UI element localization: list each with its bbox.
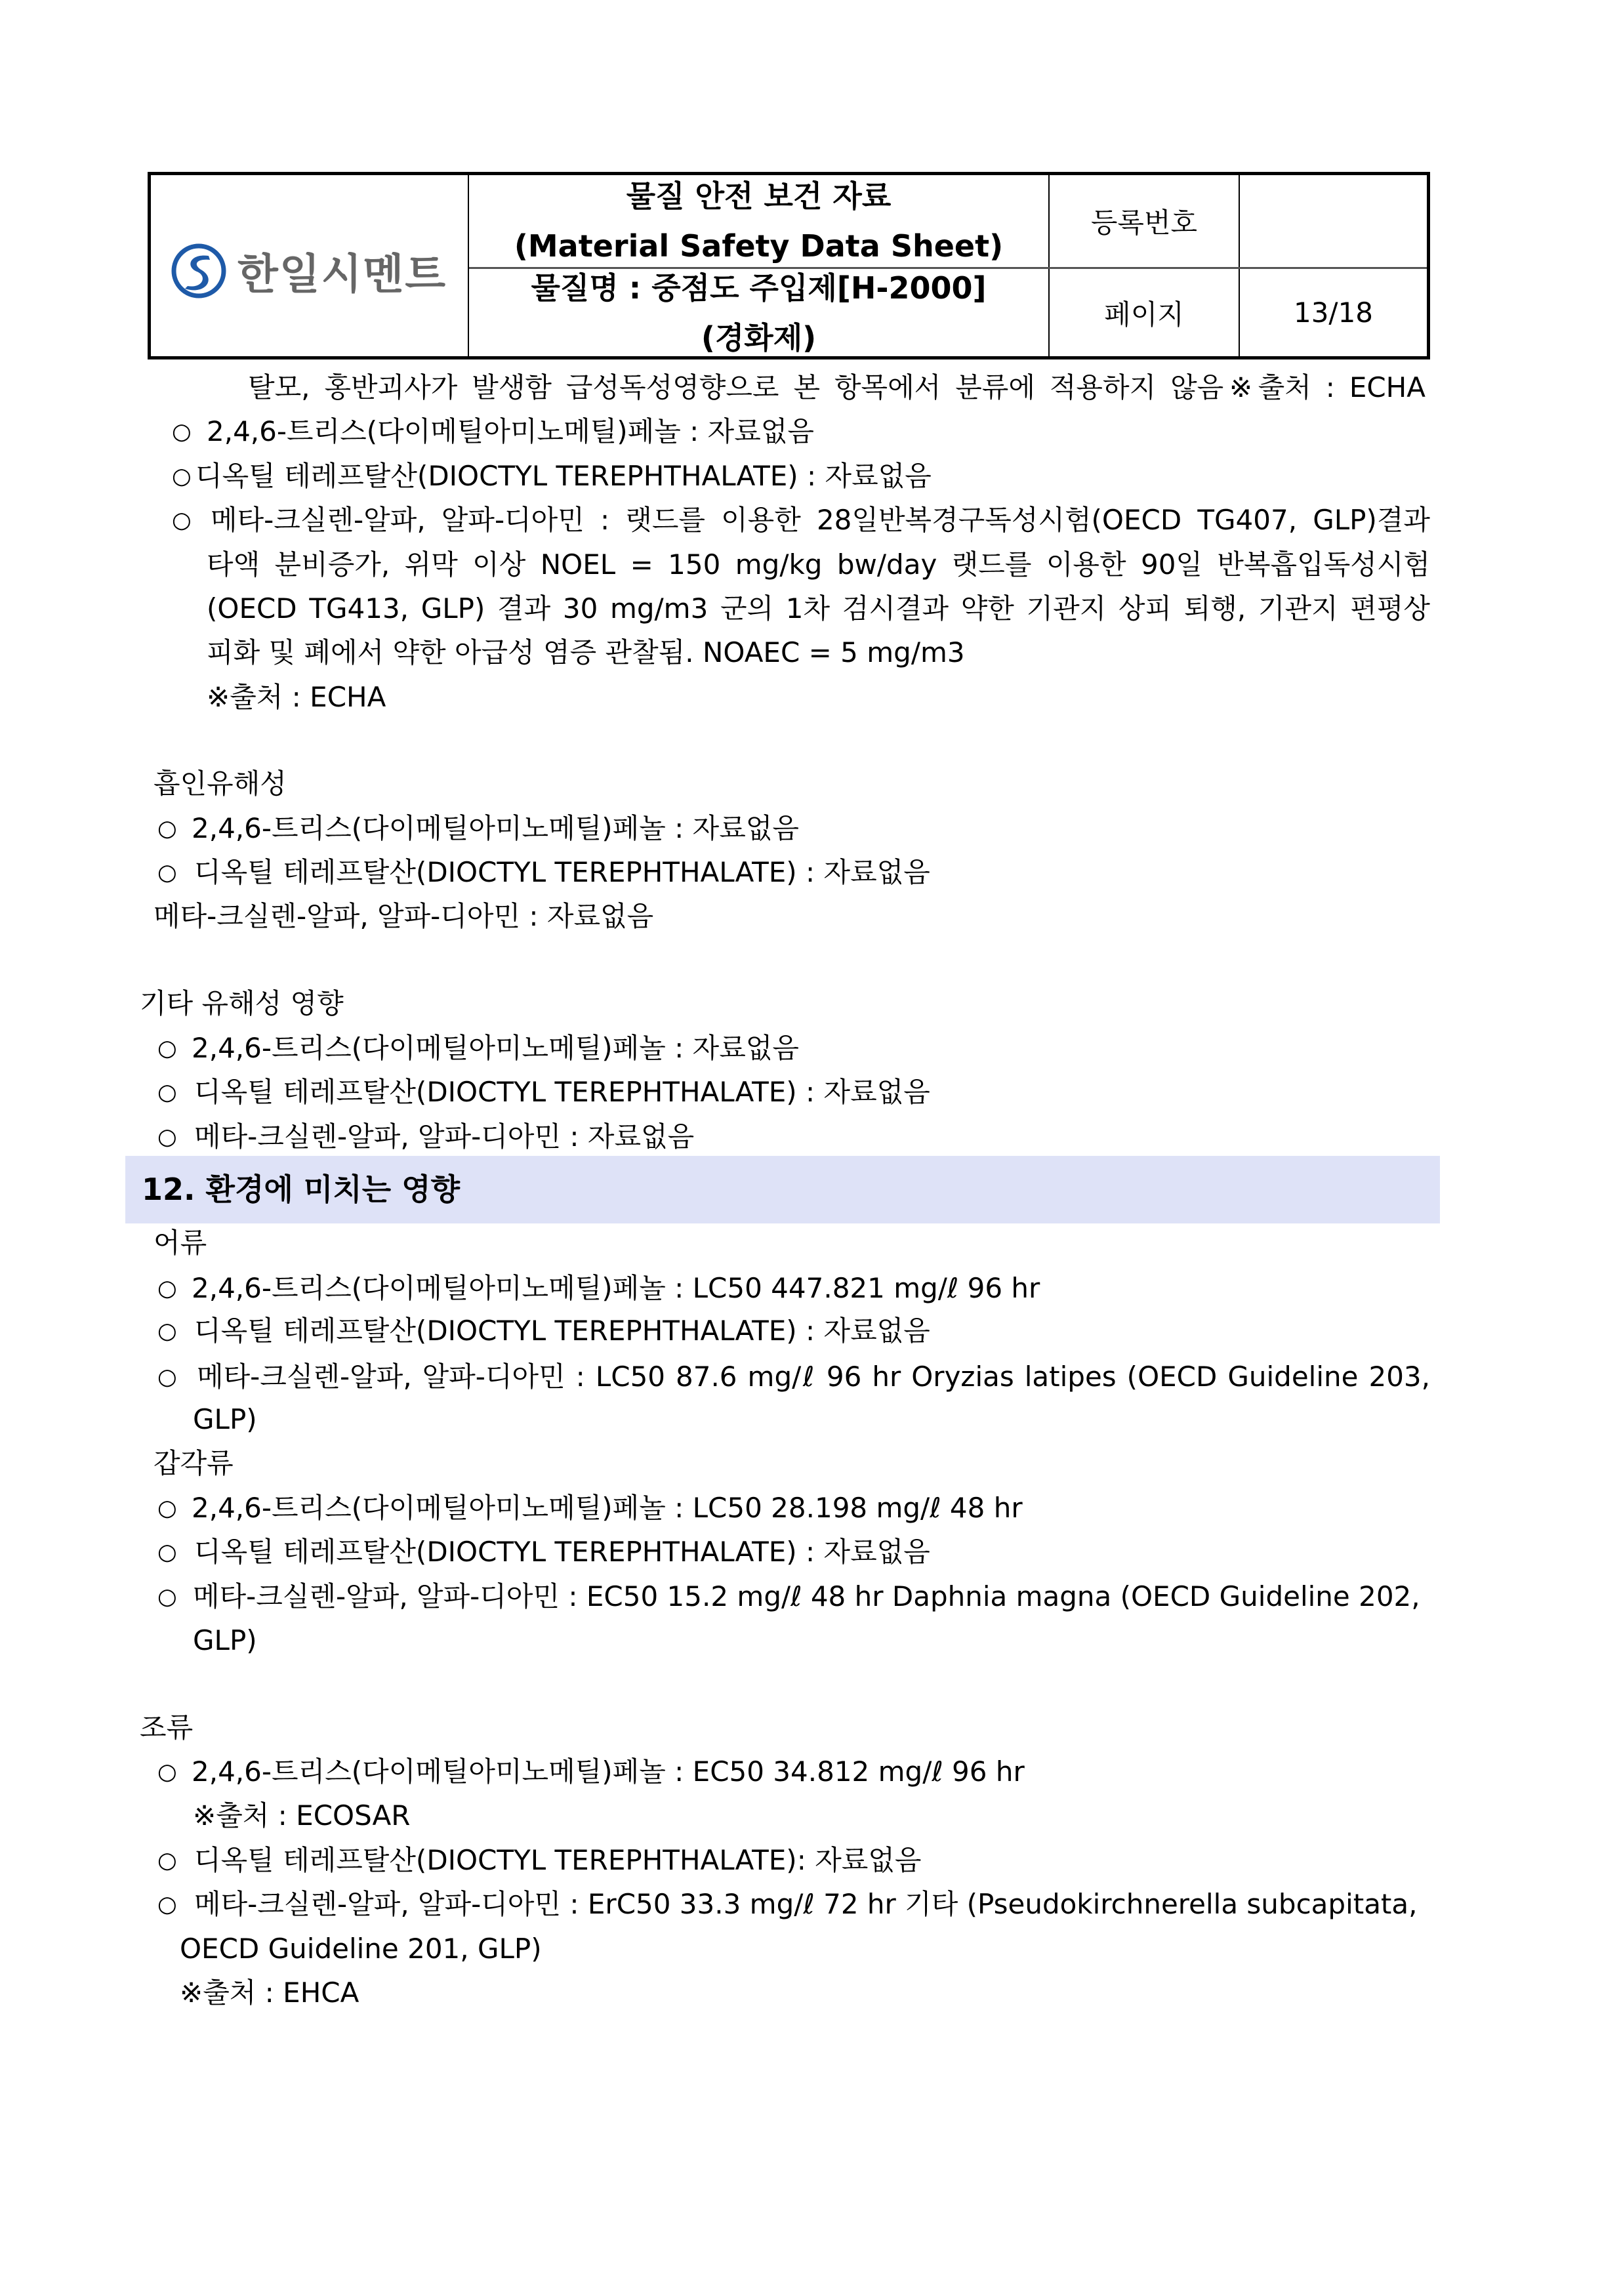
bullet-icon: ○ <box>157 1124 177 1150</box>
bullet-icon: ○ <box>157 815 177 842</box>
list-item: 디옥틸 테레프탈산(DIOCTYL TEREPHTHALATE) : 자료없음 <box>194 1315 930 1347</box>
registration-value <box>1240 175 1427 267</box>
bullet-icon: ○ <box>172 507 192 533</box>
list-item: 디옥틸 테레프탈산(DIOCTYL TEREPHTHALATE) : 자료없음 <box>194 1076 930 1108</box>
subheading-crustacea: 갑각류 <box>154 1447 234 1479</box>
subheading-fish: 어류 <box>154 1227 207 1259</box>
product-name-line2: (경화제) <box>701 319 817 356</box>
section-header-12 <box>125 1156 1440 1223</box>
page-label: 페이지 <box>1104 298 1184 331</box>
text-line: GLP) <box>193 1403 257 1435</box>
list-item: 메타-크실렌-알파, 알파-디아민 : LC50 87.6 mg/ℓ 96 hr Oryzias latipes (OECD Guideline 203, <box>197 1361 1430 1393</box>
registration-label: 등록번호 <box>1090 207 1198 239</box>
list-item: 디옥틸 테레프탈산(DIOCTYL TEREPHTHALATE): 자료없음 <box>194 1844 922 1876</box>
bullet-icon: ○ <box>157 1891 177 1917</box>
list-item: 2,4,6-트리스(다이메틸아미노메틸)페놀 : 자료없음 <box>192 1032 799 1064</box>
company-logo <box>171 241 447 301</box>
bullet-icon: ○ <box>157 1759 177 1785</box>
source-note: ※출처 : ECOSAR <box>193 1799 411 1832</box>
text-line: (OECD TG413, GLP) 결과 30 mg/m3 군의 1차 검시결과 약한 기관지 상피 퇴행, 기관지 편평상 <box>207 592 1430 625</box>
list-item: 2,4,6-트리스(다이메틸아미노메틸)페놀 : EC50 34.812 mg/ℓ 96 hr <box>192 1755 1025 1788</box>
list-item: 메타-크실렌-알파, 알파-디아민 : 랫드를 이용한 28일반복경구독성시험(OECD TG407, GLP)결과 <box>211 504 1430 536</box>
page-number: 13/18 <box>1293 297 1374 329</box>
bullet-icon: ○ <box>157 1584 177 1610</box>
list-item: 메타-크실렌-알파, 알파-디아민 : ErC50 33.3 mg/ℓ 72 hr 기타 (Pseudokirchnerella subcapitata, <box>194 1888 1418 1920</box>
section-title: 12. 환경에 미치는 영향 <box>142 1172 461 1207</box>
list-item: 디옥틸 테레프탈산(DIOCTYL TEREPHTHALATE) : 자료없음 <box>194 1536 930 1568</box>
document-title <box>469 175 1048 267</box>
text-line: GLP) <box>193 1624 257 1656</box>
bullet-icon: ○ <box>157 1364 177 1390</box>
bullet-icon: ○ <box>157 1539 177 1565</box>
bullet-icon: ○ <box>157 1035 177 1061</box>
list-item: 2,4,6-트리스(다이메틸아미노메틸)페놀 : LC50 28.198 mg/ℓ 48 hr <box>192 1492 1023 1524</box>
bullet-icon: ○ <box>172 463 192 489</box>
text-line: 타액 분비증가, 위막 이상 NOEL = 150 mg/kg bw/day 랫드를 이용한 90일 반복흡입독성시험 <box>207 548 1430 581</box>
subheading-other-effects: 기타 유해성 영향 <box>140 987 344 1019</box>
list-item: 2,4,6-트리스(다이메틸아미노메틸)페놀 : LC50 447.821 mg/ℓ 96 hr <box>192 1272 1040 1304</box>
bullet-icon: ○ <box>157 859 177 886</box>
bullet-icon: ○ <box>157 1079 177 1105</box>
bullet-icon: ○ <box>157 1318 177 1344</box>
text-line: 피화 및 폐에서 약한 아급성 염증 관찰됨. NOAEC = 5 mg/m3 <box>207 636 965 668</box>
text-line: OECD Guideline 201, GLP) <box>180 1933 542 1965</box>
title-korean: 물질 안전 보건 자료 <box>626 178 892 214</box>
bullet-icon: ○ <box>172 419 192 445</box>
list-item: 메타-크실렌-알파, 알파-디아민 : 자료없음 <box>154 900 654 932</box>
list-item: 디옥틸 테레프탈산(DIOCTYL TEREPHTHALATE) : 자료없음 <box>195 460 932 492</box>
list-item: 2,4,6-트리스(다이메틸아미노메틸)페놀 : 자료없음 <box>192 812 799 844</box>
msds-header-table <box>148 172 1430 359</box>
list-item: 메타-크실렌-알파, 알파-디아민 : EC50 15.2 mg/ℓ 48 hr Daphnia magna (OECD Guideline 202, <box>193 1580 1420 1612</box>
company-logo-icon <box>171 243 227 299</box>
bullet-icon: ○ <box>157 1495 177 1521</box>
list-item: 메타-크실렌-알파, 알파-디아민 : 자료없음 <box>194 1120 695 1153</box>
source-note: ※출처 : ECHA <box>207 681 386 713</box>
list-item: 디옥틸 테레프탈산(DIOCTYL TEREPHTHALATE) : 자료없음 <box>194 856 930 888</box>
subheading-aspiration: 흡인유해성 <box>154 768 287 800</box>
text-line: 탈모, 홍반괴사가 발생함 급성독성영향으로 본 항목에서 분류에 적용하지 않음※출처 : ECHA <box>248 371 1426 403</box>
product-name <box>469 269 1048 356</box>
subheading-algae: 조류 <box>140 1712 194 1744</box>
list-item: 2,4,6-트리스(다이메틸아미노메틸)페놀 : 자료없음 <box>207 415 814 447</box>
product-name-line1: 물질명 : 중점도 주입제[H-2000] <box>531 270 987 306</box>
source-note: ※출처 : EHCA <box>180 1977 359 2009</box>
bullet-icon: ○ <box>157 1275 177 1302</box>
bullet-icon: ○ <box>157 1847 177 1874</box>
title-english: (Material Safety Data Sheet) <box>514 228 1004 264</box>
company-name: 한일시멘트 <box>237 251 447 299</box>
